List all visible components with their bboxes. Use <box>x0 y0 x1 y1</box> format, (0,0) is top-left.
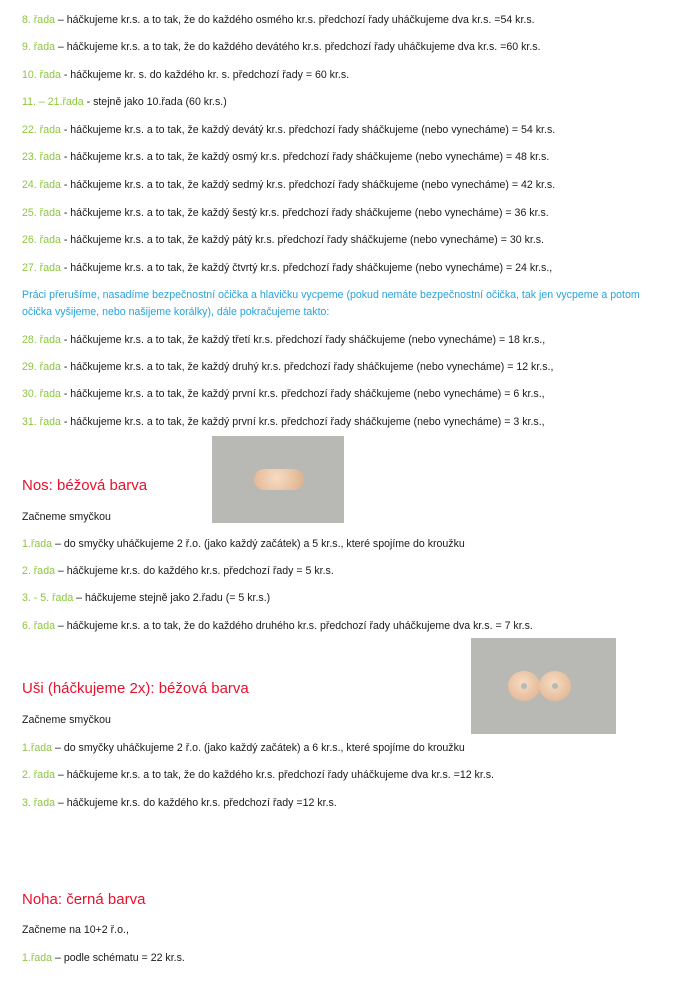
row-label: 2. řada <box>22 565 55 577</box>
row-label: 2. řada <box>22 769 55 781</box>
nose-row-3-5 <box>22 591 270 605</box>
row-label: 30. řada <box>22 388 61 400</box>
row-text: - háčkujeme kr.s. a to tak, že každý první kr.s. předchozí řady sháčkujeme (nebo vynecháme) = 3 kr.s., <box>60 416 545 428</box>
row-text: – háčkujeme kr.s. a to tak, že do každého devátého kr.s. předchozí řady uháčkujeme dva kr.s. =60 kr.s. <box>54 41 541 53</box>
row-label: 8. řada <box>22 14 55 26</box>
row-28 <box>22 333 545 347</box>
nose-photo <box>212 436 344 523</box>
row-text: – do smyčky uháčkujeme 2 ř.o. (jako každý začátek) a 5 kr.s., které spojíme do kroužku <box>52 538 465 550</box>
row-label: 28. řada <box>22 334 61 346</box>
row-label: 9. řada <box>22 41 55 53</box>
row-label: 25. řada <box>22 207 61 219</box>
row-24 <box>22 178 555 192</box>
row-text: - háčkujeme kr.s. a to tak, že každý třetí kr.s. předchozí řady sháčkujeme (nebo vynecháme) = 18 kr.s., <box>60 334 546 346</box>
row-10 <box>22 68 349 82</box>
row-label: 3. řada <box>22 797 55 809</box>
nose-row-1 <box>22 537 465 551</box>
row-text: – háčkujeme stejně jako 2.řadu (= 5 kr.s.) <box>73 592 271 604</box>
nose-heading: Nos: béžová barva <box>22 477 148 494</box>
row-label: 24. řada <box>22 179 61 191</box>
row-text: - háčkujeme kr. s. do každého kr. s. předchozí řady = 60 kr.s. <box>60 69 350 81</box>
row-31 <box>22 415 545 429</box>
row-label: 6. řada <box>22 620 55 632</box>
row-text: – háčkujeme kr.s. do každého kr.s. předchozí řady = 5 kr.s. <box>54 565 334 577</box>
row-30 <box>22 387 545 401</box>
row-text: – háčkujeme kr.s. a to tak, že do každého kr.s. předchozí řady uháčkujeme dva kr.s. =12 kr.s. <box>54 769 494 781</box>
ears-intro: Začneme smyčkou <box>22 714 111 726</box>
row-27 <box>22 261 552 275</box>
row-text: – háčkujeme kr.s. a to tak, že do každého osmého kr.s. předchozí řady uháčkujeme dva kr.s. =54 kr.s. <box>54 14 535 26</box>
ears-row-2 <box>22 768 494 782</box>
ears-row-1 <box>22 741 465 755</box>
row-25 <box>22 206 549 220</box>
leg-intro: Začneme na 10+2 ř.o., <box>22 924 129 936</box>
row-26 <box>22 233 544 247</box>
ears-row-3 <box>22 796 337 810</box>
row-label: 11. – 21.řada <box>22 96 84 108</box>
row-text: - stejně jako 10.řada (60 kr.s.) <box>83 96 227 108</box>
row-text: – háčkujeme kr.s. a to tak, že do každého druhého kr.s. předchozí řady uháčkujeme dva kr.s. = 7 kr.s. <box>54 620 533 632</box>
row-label: 26. řada <box>22 234 61 246</box>
row-text: – podle schématu = 22 kr.s. <box>52 952 185 964</box>
row-label: 1.řada <box>22 952 53 964</box>
row-text: - háčkujeme kr.s. a to tak, že každý čtvrtý kr.s. předchozí řady sháčkujeme (nebo vynecháme) = 24 kr.s., <box>60 262 553 274</box>
row-label: 10. řada <box>22 69 61 81</box>
ears-heading: Uši (háčkujeme 2x): béžová barva <box>22 680 249 697</box>
ears-photo <box>471 638 616 734</box>
row-label: 23. řada <box>22 151 61 163</box>
row-text: - háčkujeme kr.s. a to tak, že každý první kr.s. předchozí řady sháčkujeme (nebo vynecháme) = 6 kr.s., <box>60 388 545 400</box>
row-label: 27. řada <box>22 262 61 274</box>
row-9 <box>22 40 541 54</box>
row-label: 1.řada <box>22 538 53 550</box>
row-text: – do smyčky uháčkujeme 2 ř.o. (jako každý začátek) a 6 kr.s., které spojíme do kroužku <box>52 742 465 754</box>
row-8 <box>22 13 535 27</box>
row-11-21 <box>22 95 227 109</box>
row-label: 29. řada <box>22 361 61 373</box>
row-label: 22. řada <box>22 124 61 136</box>
nose-row-2 <box>22 564 334 578</box>
row-text: – háčkujeme kr.s. do každého kr.s. předchozí řady =12 kr.s. <box>54 797 337 809</box>
row-text: - háčkujeme kr.s. a to tak, že každý šestý kr.s. předchozí řady sháčkujeme (nebo vynecháme) = 36 kr.s. <box>60 207 549 219</box>
ear-center-hole <box>521 683 527 689</box>
row-22 <box>22 123 555 137</box>
row-label: 3. - 5. řada <box>22 592 74 604</box>
row-text: - háčkujeme kr.s. a to tak, že každý sedmý kr.s. předchozí řady sháčkujeme (nebo vynecháme) = 42 kr.s. <box>60 179 556 191</box>
row-label: 1.řada <box>22 742 53 754</box>
nose-row-6 <box>22 619 533 633</box>
crochet-nose-piece <box>254 469 304 490</box>
row-text: - háčkujeme kr.s. a to tak, že každý druhý kr.s. předchozí řady sháčkujeme (nebo vynecháme) = 12 kr.s., <box>60 361 554 373</box>
leg-heading: Noha: černá barva <box>22 891 146 908</box>
interrupt-note: Práci přerušíme, nasadíme bezpečnostní očička a hlavičku vycpeme (pokud nemáte bezpečnostní očička, tak jen vycpeme a potom očička vyšijeme, nebo našijeme korálky), dále pokračujeme takto: <box>22 289 640 318</box>
row-23 <box>22 150 549 164</box>
leg-row-1 <box>22 951 185 965</box>
nose-intro: Začneme smyčkou <box>22 511 111 523</box>
row-29 <box>22 360 553 374</box>
row-label: 31. řada <box>22 416 61 428</box>
row-text: - háčkujeme kr.s. a to tak, že každý pátý kr.s. předchozí řady sháčkujeme (nebo vynecháme) = 30 kr.s. <box>60 234 544 246</box>
row-text: - háčkujeme kr.s. a to tak, že každý devátý kr.s. předchozí řady sháčkujeme (nebo vynecháme) = 54 kr.s. <box>60 124 556 136</box>
ear-center-hole <box>552 683 558 689</box>
row-text: - háčkujeme kr.s. a to tak, že každý osmý kr.s. předchozí řady sháčkujeme (nebo vynecháme) = 48 kr.s. <box>60 151 550 163</box>
